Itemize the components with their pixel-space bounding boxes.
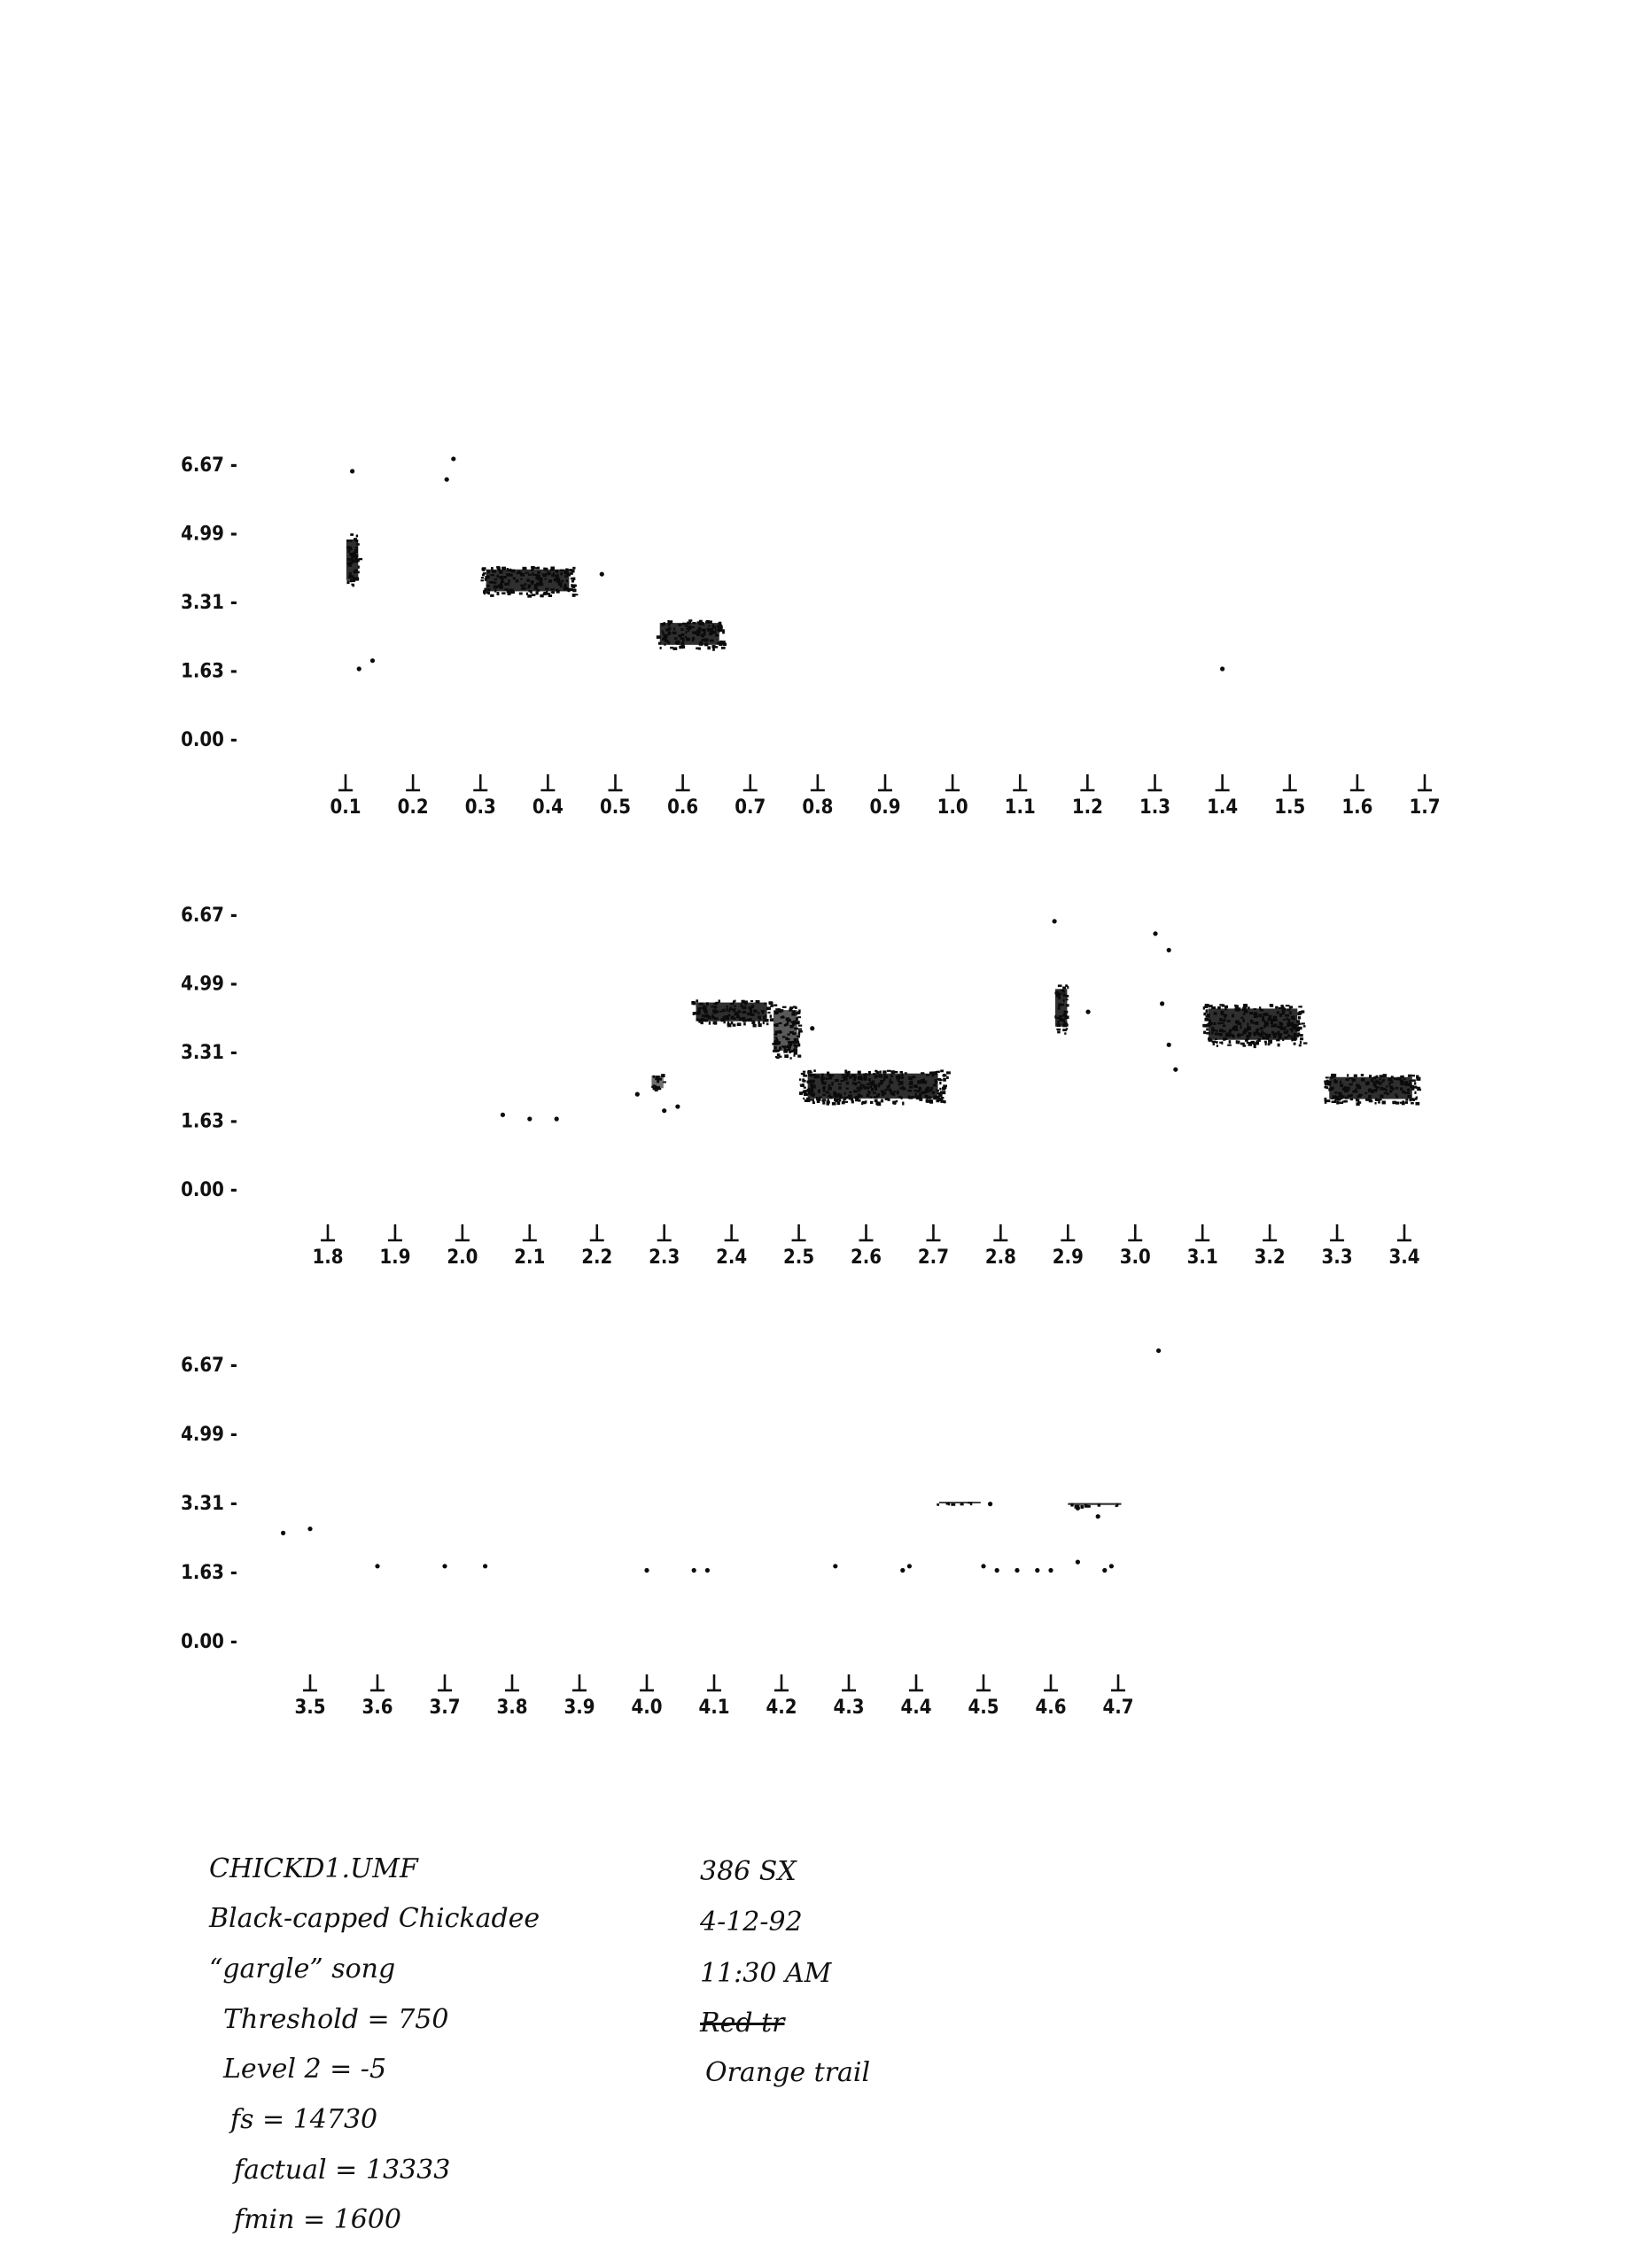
- scatter-point: [1153, 931, 1157, 936]
- x-tick-label: 0.3: [464, 796, 496, 819]
- x-tick-label: 1.9: [379, 1247, 411, 1269]
- x-tick-label: 2.7: [917, 1247, 949, 1269]
- x-tick-label: 4.1: [698, 1697, 730, 1719]
- x-tick-mark: [640, 1674, 654, 1690]
- syllable-cluster: [651, 1074, 666, 1091]
- x-tick-label: 3.7: [429, 1697, 461, 1719]
- scatter-point: [1109, 1564, 1114, 1568]
- crossed-out-note: Red tr: [700, 2008, 785, 2039]
- x-tick-label: 3.6: [361, 1697, 393, 1719]
- x-tick-mark: [1216, 774, 1230, 790]
- x-tick-label: 2.8: [984, 1247, 1016, 1269]
- x-tick-mark: [1044, 1674, 1058, 1690]
- min-frequency-note: fmin = 1600: [234, 2204, 402, 2235]
- x-tick-mark: [811, 774, 825, 790]
- scatter-point: [375, 1564, 379, 1568]
- scatter-point: [1160, 1001, 1164, 1006]
- x-tick-mark: [455, 1224, 470, 1240]
- y-tick-label: 0.00 -: [181, 1631, 237, 1653]
- scatter-point: [900, 1568, 905, 1573]
- scatter-point: [600, 571, 604, 576]
- scatter-point: [1220, 666, 1224, 671]
- scatter-point: [692, 1568, 696, 1573]
- scatter-point: [988, 1502, 992, 1506]
- scatter-point: [527, 1116, 532, 1121]
- syllable-cluster: [657, 619, 727, 651]
- x-tick-mark: [909, 1674, 923, 1690]
- scatter-point: [1167, 1043, 1171, 1047]
- scatter-point: [307, 1526, 312, 1531]
- y-tick-label: 6.67 -: [181, 454, 237, 477]
- x-tick-mark: [1418, 774, 1432, 790]
- x-tick-mark: [725, 1224, 739, 1240]
- x-tick-label: 4.4: [900, 1697, 932, 1719]
- x-tick-mark: [1013, 774, 1027, 790]
- scatter-point: [555, 1116, 559, 1121]
- scatter-point: [907, 1564, 912, 1568]
- date-note: 4-12-92: [700, 1907, 803, 1938]
- syllable-cluster: [1202, 1004, 1307, 1048]
- scatter-point: [442, 1564, 447, 1568]
- x-tick-mark: [1283, 774, 1297, 790]
- y-tick-label: 4.99 -: [181, 523, 237, 546]
- x-tick-mark: [1195, 1224, 1209, 1240]
- x-tick-label: 2.9: [1052, 1247, 1084, 1269]
- x-tick-label: 0.2: [397, 796, 429, 819]
- scatter-point: [1048, 1568, 1053, 1573]
- y-tick-label: 1.63 -: [181, 660, 237, 683]
- scatter-point: [1096, 1514, 1100, 1518]
- x-tick-label: 1.6: [1341, 796, 1373, 819]
- scatter-point: [635, 1092, 640, 1097]
- y-tick-label: 4.99 -: [181, 973, 237, 996]
- scatter-point: [644, 1568, 649, 1573]
- x-tick-label: 1.3: [1139, 796, 1171, 819]
- x-tick-mark: [473, 774, 487, 790]
- x-tick-label: 3.1: [1186, 1247, 1218, 1269]
- syllable-cluster: [480, 566, 578, 598]
- actual-frequency-note: factual = 13333: [234, 2155, 451, 2186]
- y-tick-label: 3.31 -: [181, 1042, 237, 1064]
- x-tick-label: 2.5: [783, 1247, 815, 1269]
- x-tick-mark: [338, 774, 353, 790]
- time-note: 11:30 AM: [700, 1958, 832, 1989]
- x-tick-label: 4.7: [1102, 1697, 1134, 1719]
- y-tick-label: 3.31 -: [181, 1493, 237, 1515]
- x-tick-mark: [657, 1224, 672, 1240]
- x-tick-label: 0.4: [532, 796, 564, 819]
- x-tick-label: 0.1: [330, 796, 361, 819]
- scatter-point: [451, 456, 455, 461]
- scatter-point: [705, 1568, 710, 1573]
- scatter-point: [445, 478, 449, 482]
- scatter-point: [662, 1108, 666, 1113]
- x-tick-label: 0.9: [869, 796, 901, 819]
- x-tick-mark: [842, 1674, 856, 1690]
- x-tick-label: 3.8: [496, 1697, 528, 1719]
- x-tick-mark: [321, 1224, 335, 1240]
- spectrogram-panel-3: [181, 1348, 1161, 1719]
- x-tick-label: 4.2: [766, 1697, 797, 1719]
- x-tick-label: 1.8: [312, 1247, 344, 1269]
- x-tick-mark: [1397, 1224, 1411, 1240]
- x-tick-label: 3.2: [1254, 1247, 1286, 1269]
- x-tick-mark: [370, 1674, 385, 1690]
- scatter-point: [833, 1564, 837, 1568]
- x-tick-mark: [859, 1224, 874, 1240]
- x-tick-mark: [707, 1674, 721, 1690]
- x-tick-mark: [1263, 1224, 1277, 1240]
- threshold-note: Threshold = 750: [223, 2004, 449, 2035]
- x-tick-mark: [590, 1224, 604, 1240]
- x-tick-label: 1.1: [1004, 796, 1036, 819]
- scatter-point: [1173, 1068, 1178, 1072]
- x-tick-mark: [1111, 1674, 1125, 1690]
- x-tick-label: 4.5: [968, 1697, 999, 1719]
- x-tick-label: 2.0: [447, 1247, 478, 1269]
- x-tick-label: 3.5: [294, 1697, 326, 1719]
- x-tick-mark: [523, 1224, 537, 1240]
- x-tick-mark: [878, 774, 892, 790]
- y-tick-label: 1.63 -: [181, 1110, 237, 1133]
- x-tick-mark: [926, 1224, 940, 1240]
- x-tick-mark: [976, 1674, 991, 1690]
- y-tick-label: 0.00 -: [181, 729, 237, 751]
- y-tick-label: 3.31 -: [181, 592, 237, 614]
- x-tick-mark: [1350, 774, 1364, 790]
- y-tick-label: 6.67 -: [181, 905, 237, 927]
- syllable-cluster: [346, 533, 362, 586]
- x-tick-mark: [540, 774, 555, 790]
- x-tick-label: 2.1: [514, 1247, 546, 1269]
- syllable-cluster: [1324, 1074, 1421, 1106]
- scatter-point: [1076, 1506, 1080, 1511]
- syllable-cluster: [691, 999, 773, 1027]
- x-tick-mark: [609, 774, 623, 790]
- x-tick-label: 0.8: [802, 796, 834, 819]
- x-tick-label: 3.9: [564, 1697, 595, 1719]
- x-tick-mark: [1148, 774, 1162, 790]
- scatter-point: [1167, 948, 1171, 952]
- scatter-point: [1085, 1010, 1090, 1014]
- level-note: Level 2 = -5: [223, 2054, 387, 2085]
- scatter-point: [281, 1531, 285, 1535]
- x-tick-mark: [676, 774, 690, 790]
- scatter-point: [675, 1104, 680, 1108]
- x-tick-label: 1.5: [1274, 796, 1306, 819]
- scatter-point: [370, 658, 375, 663]
- syllable-cluster: [1054, 984, 1069, 1035]
- x-tick-label: 3.0: [1119, 1247, 1151, 1269]
- x-tick-mark: [1330, 1224, 1344, 1240]
- spectrogram-panel-1: [181, 454, 1440, 819]
- x-tick-mark: [1061, 1224, 1075, 1240]
- scatter-point: [1102, 1568, 1107, 1573]
- species-note: Black-capped Chickadee: [209, 1903, 540, 1934]
- x-tick-label: 3.4: [1388, 1247, 1420, 1269]
- x-tick-mark: [993, 1224, 1007, 1240]
- x-tick-label: 0.6: [667, 796, 699, 819]
- x-tick-mark: [1080, 774, 1094, 790]
- scatter-point: [350, 469, 354, 473]
- y-tick-label: 4.99 -: [181, 1424, 237, 1446]
- x-tick-label: 2.4: [716, 1247, 748, 1269]
- scatter-point: [1014, 1568, 1019, 1573]
- x-tick-label: 4.0: [631, 1697, 663, 1719]
- x-tick-mark: [406, 774, 420, 790]
- location-note: Orange trail: [705, 2057, 871, 2088]
- x-tick-label: 1.2: [1071, 796, 1103, 819]
- x-tick-label: 0.7: [735, 796, 766, 819]
- song-type-note: “gargle” song: [209, 1953, 396, 1984]
- syllable-cluster: [937, 1502, 981, 1506]
- x-tick-mark: [945, 774, 960, 790]
- scatter-point: [1076, 1560, 1080, 1565]
- scatter-point: [1053, 919, 1057, 923]
- x-tick-mark: [743, 774, 758, 790]
- x-tick-label: 0.5: [599, 796, 632, 819]
- x-tick-label: 3.3: [1321, 1247, 1353, 1269]
- machine-note: 386 SX: [700, 1856, 797, 1887]
- filename-note: CHICKD1.UMF: [209, 1853, 418, 1884]
- x-tick-mark: [438, 1674, 452, 1690]
- x-tick-label: 1.7: [1409, 796, 1441, 819]
- x-tick-label: 1.4: [1207, 796, 1239, 819]
- scatter-point: [981, 1564, 985, 1568]
- x-tick-label: 2.3: [649, 1247, 680, 1269]
- scatter-point: [1156, 1348, 1161, 1353]
- x-tick-mark: [388, 1224, 402, 1240]
- y-tick-label: 1.63 -: [181, 1562, 237, 1584]
- x-tick-label: 2.2: [581, 1247, 613, 1269]
- scatter-point: [501, 1113, 505, 1117]
- sample-rate-note: fs = 14730: [230, 2104, 378, 2135]
- x-tick-mark: [572, 1674, 587, 1690]
- syllable-cluster: [772, 1005, 802, 1060]
- syllable-cluster: [799, 1069, 951, 1106]
- x-tick-mark: [792, 1224, 806, 1240]
- x-tick-label: 4.3: [833, 1697, 865, 1719]
- x-tick-mark: [1128, 1224, 1142, 1240]
- y-tick-label: 0.00 -: [181, 1179, 237, 1201]
- spectrogram-panel-2: [181, 905, 1421, 1269]
- x-tick-mark: [774, 1674, 789, 1690]
- scatter-point: [483, 1564, 487, 1568]
- x-tick-mark: [303, 1674, 317, 1690]
- scatter-point: [357, 666, 361, 671]
- x-tick-mark: [505, 1674, 519, 1690]
- x-tick-label: 2.6: [850, 1247, 882, 1269]
- y-tick-label: 6.67 -: [181, 1355, 237, 1377]
- x-tick-label: 4.6: [1035, 1697, 1067, 1719]
- scatter-point: [810, 1026, 814, 1030]
- scatter-point: [1035, 1568, 1039, 1573]
- scatter-point: [995, 1568, 999, 1573]
- x-tick-label: 1.0: [937, 796, 968, 819]
